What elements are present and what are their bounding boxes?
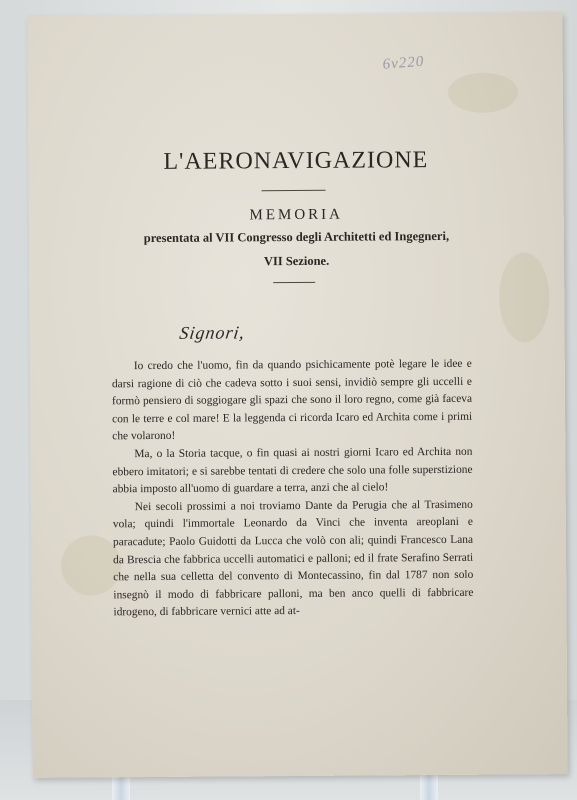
shelfmark: 6v220 [382, 53, 425, 73]
page-title: L'AERONAVIGAZIONE [163, 147, 429, 175]
body-text [112, 356, 474, 622]
paper-stain [448, 72, 518, 112]
paragraph: Nei secoli prossimi a noi troviamo Dante da Perugia che al Trasimeno vola; quindi l'immortale Leonardo da Vinci che inventa areoplani e paracadute; Paolo Guidotti da Lucca che volò con ali; quindi Francesco Lana da Brescia che fabbrica uccelli automatici e palloni; ed il frate Serafino Serrati che nella sua celletta del convento di Montecassino, fin dal 1787 non solo insegnò il modo di fabbricare palloni, ma ben anco quelli di fabbricare idrogeno, di fabbricare vernici atte ad at- [112, 498, 474, 619]
paragraph: Io credo che l'uomo, fin da quando psichicamente potè legare le idee e darsi ragione di ciò che cadeva sotto i suoi sensi, invidiò sempre gli uccelli e formò pensiero di soggiogare gli spazi che sono il loro regno, come già faceva con le terre e col mare! E la leggenda ci ricorda Icaro ed Archita come i primi che volarono! [111, 357, 473, 443]
greeting: Signori, [178, 322, 247, 343]
section-label: VII Sezione. [263, 253, 330, 269]
subtitle: presentata al VII Congresso degli Architetti ed Ingegneri, [143, 228, 450, 246]
section-divider [273, 282, 315, 283]
heading: MEMORIA [249, 206, 344, 224]
paragraph: Ma, o la Storia tacque, o fin quasi ai nostri giorni Icaro ed Archita non ebbero imitatori; e si sarebbe tentati di credere che solo una folle superstizione abbia imposto all'uomo di guardare a terra, anzi che al cielo! [112, 445, 473, 496]
document-page [27, 12, 567, 778]
title-divider [262, 190, 326, 191]
